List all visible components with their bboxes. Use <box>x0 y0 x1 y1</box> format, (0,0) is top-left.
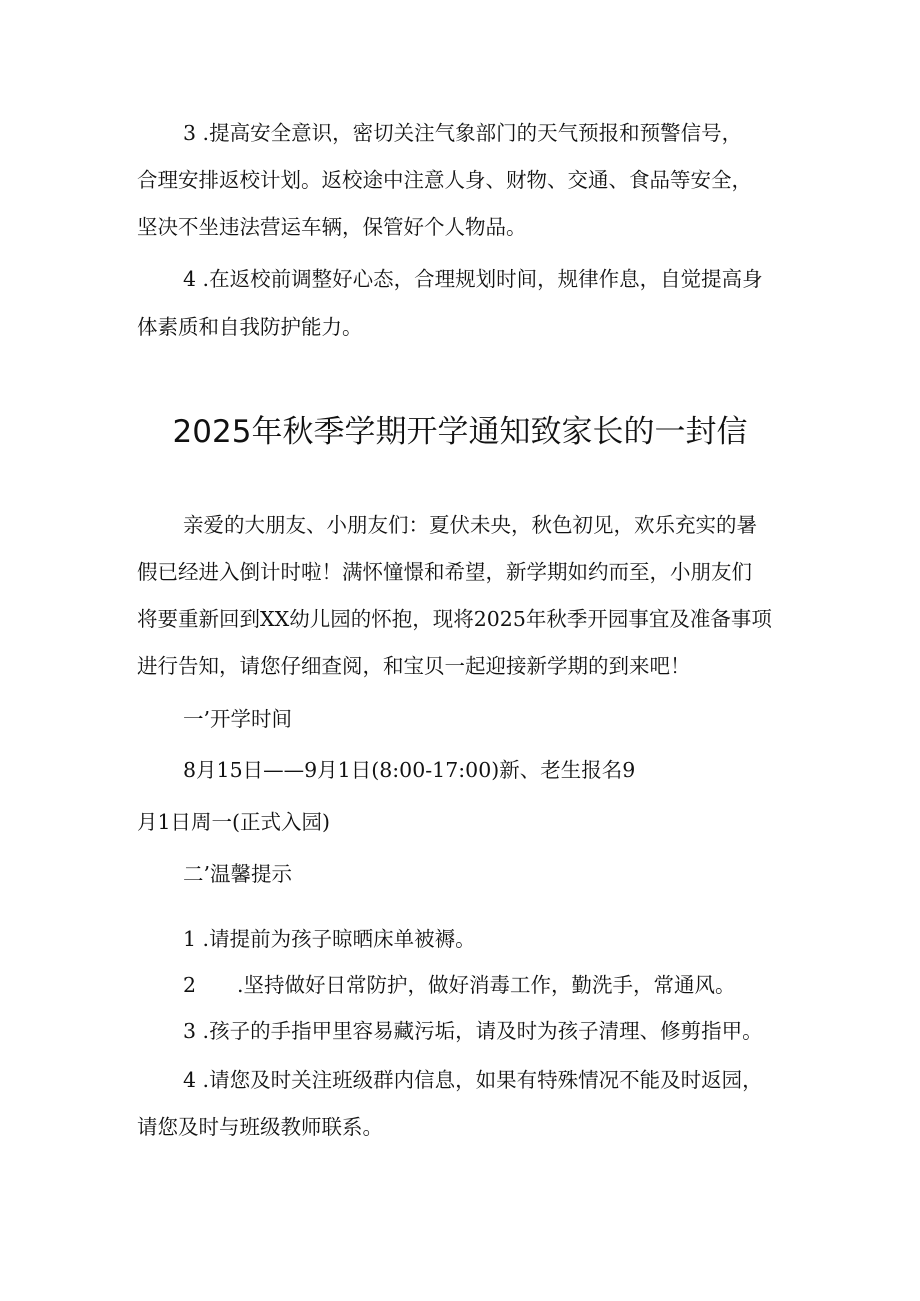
paragraph-item3-line3: 坚决不坐违法营运车辆，保管好个人物品。 <box>137 215 527 239</box>
tip-2: 2 .坚持做好日常防护，做好消毒工作，勤洗手，常通风。 <box>183 973 736 997</box>
intro-line4: 进行告知，请您仔细查阅，和宝贝一起迎接新学期的到来吧！ <box>137 654 691 678</box>
paragraph-item3-line1: 3 .提高安全意识，密切关注气象部门的天气预报和预警信号， <box>183 121 743 145</box>
paragraph-item4-line2: 体素质和自我防护能力。 <box>137 315 363 339</box>
tip-4-line2: 请您及时与班级教师联系。 <box>137 1115 383 1139</box>
section2-heading: 二’温馨提示 <box>183 862 293 886</box>
intro-line2: 假已经进入倒计时啦！满怀憧憬和希望，新学期如约而至，小朋友们 <box>137 560 752 584</box>
section1-line2: 月1日周一(正式入园) <box>137 810 331 834</box>
intro-line3: 将要重新回到XX幼儿园的怀抱，现将2025年秋季开园事宜及准备事项 <box>137 607 772 631</box>
intro-line1: 亲爱的大朋友、小朋友们：夏伏未央，秋色初见，欢乐充实的暑 <box>183 513 757 537</box>
section1-line1: 8月15日——9月1日(8:00-17:00)新、老生报名9 <box>183 758 636 782</box>
paragraph-item3-line2: 合理安排返校计划。返校途中注意人身、财物、交通、食品等安全， <box>137 168 752 192</box>
tip-4-line1: 4 .请您及时关注班级群内信息，如果有特殊情况不能及时返园， <box>183 1068 763 1092</box>
paragraph-item4-line1: 4 .在返校前调整好心态，合理规划时间，规律作息，自觉提高身 <box>183 267 763 291</box>
tip-3: 3 .孩子的手指甲里容易藏污垢，请及时为孩子清理、修剪指甲。 <box>183 1019 763 1043</box>
section1-heading: 一’开学时间 <box>183 707 293 731</box>
letter-title: 2025年秋季学期开学通知致家长的一封信 <box>172 414 748 450</box>
tip-1: 1 .请提前为孩子晾晒床单被褥。 <box>183 927 476 951</box>
